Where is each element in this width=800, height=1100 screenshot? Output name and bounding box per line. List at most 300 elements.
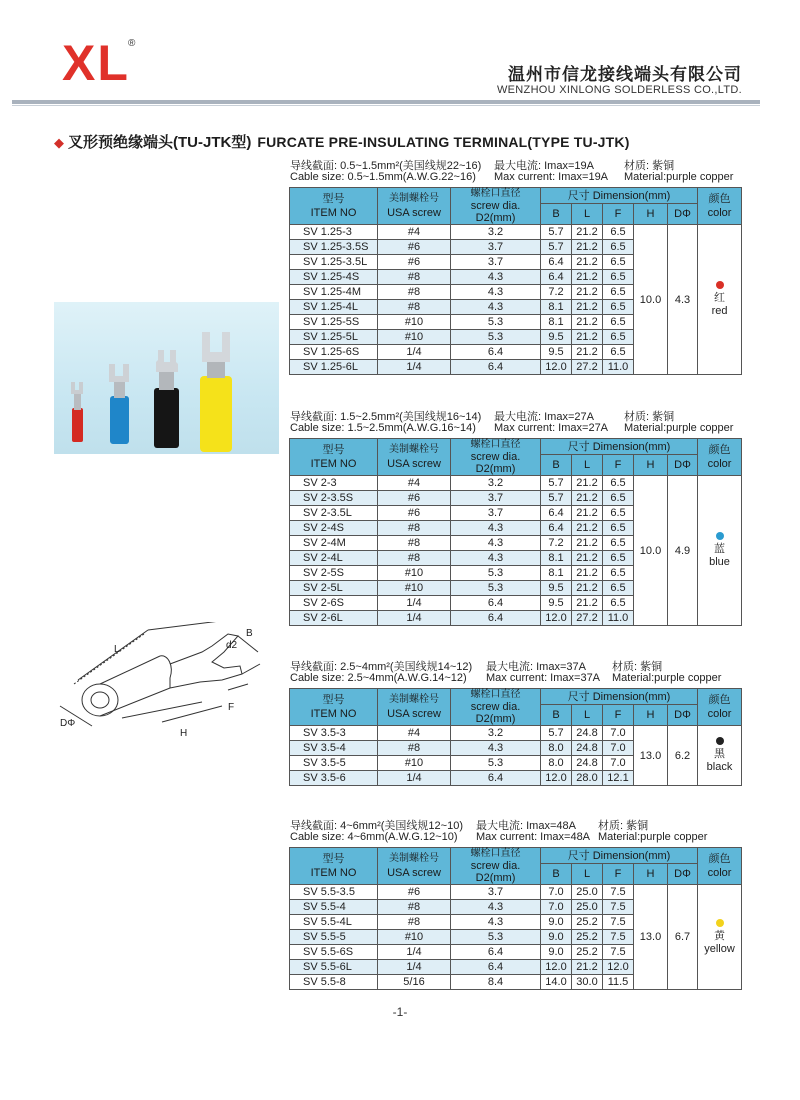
cell-usa-screw: #10 — [378, 566, 451, 581]
dimension-diagram — [52, 622, 280, 747]
header-screw-cn: 美制螺栓号 — [389, 193, 439, 204]
header-color — [698, 848, 742, 885]
cell-l: 24.8 — [572, 741, 603, 756]
cell-item-no: SV 1.25-4S — [290, 270, 378, 285]
spec-cable-cn: 导线截面: 4~6mm²(美国线规12~10) — [290, 820, 463, 832]
header-model-cn: 型号 — [322, 694, 345, 706]
cell-l: 25.2 — [572, 930, 603, 945]
header-screw-cn: 美制螺栓号 — [389, 853, 439, 864]
cell-d2: 5.3 — [451, 581, 541, 596]
spec-current-cn: 最大电流: Imax=48A — [476, 820, 576, 832]
cell-f: 11.0 — [603, 611, 634, 626]
cell-d2: 5.3 — [451, 330, 541, 345]
cell-b: 6.4 — [541, 270, 572, 285]
cell-f: 6.5 — [603, 596, 634, 611]
header-screw — [378, 689, 451, 726]
color-dot-icon — [716, 737, 724, 745]
cell-usa-screw: #6 — [378, 240, 451, 255]
header-screw-en: USA screw — [387, 207, 441, 219]
cell-usa-screw: #8 — [378, 900, 451, 915]
cell-item-no: SV 3.5-5 — [290, 756, 378, 771]
spec-material-en: Material:purple copper — [624, 171, 734, 183]
cell-usa-screw: 1/4 — [378, 960, 451, 975]
cell-d2: 6.4 — [451, 596, 541, 611]
header-h: H — [634, 455, 668, 476]
color-name-en: blue — [709, 556, 730, 568]
spec-current-en: Max current: Imax=48A — [476, 831, 591, 843]
cell-usa-screw: #8 — [378, 915, 451, 930]
cell-d2: 6.4 — [451, 345, 541, 360]
color-name-en: red — [711, 305, 728, 317]
header-l: L — [572, 705, 603, 726]
spec-current-cn: 最大电流: Imax=27A — [494, 411, 594, 423]
cell-f: 11.5 — [603, 975, 634, 990]
spec-table-2 — [289, 438, 742, 626]
header-d2 — [451, 188, 541, 225]
header-model-en: ITEM NO — [310, 207, 357, 219]
header-color — [698, 689, 742, 726]
label-b: B — [246, 628, 253, 639]
header-d2-en2: D2(mm) — [475, 713, 516, 725]
cell-f: 12.1 — [603, 771, 634, 786]
header-d2-en1: screw dia. — [470, 200, 521, 212]
header-d2 — [451, 689, 541, 726]
header-l: L — [572, 204, 603, 225]
header-color — [698, 188, 742, 225]
color-name-cn: 黄 — [714, 929, 726, 942]
cell-b: 9.5 — [541, 330, 572, 345]
cell-l: 25.2 — [572, 945, 603, 960]
cell-h: 13.0 — [634, 726, 668, 786]
cell-b: 12.0 — [541, 611, 572, 626]
cell-usa-screw: #10 — [378, 930, 451, 945]
header-color-en: color — [707, 708, 732, 720]
cell-b: 6.4 — [541, 506, 572, 521]
cell-d2: 4.3 — [451, 521, 541, 536]
cell-l: 21.2 — [572, 270, 603, 285]
cell-l: 21.2 — [572, 506, 603, 521]
cell-d2: 6.4 — [451, 945, 541, 960]
cell-f: 6.5 — [603, 476, 634, 491]
cell-item-no: SV 1.25-4L — [290, 300, 378, 315]
spec-material-cn: 材质: 紫铜 — [624, 160, 675, 172]
product-photo — [54, 302, 279, 454]
cell-f: 7.5 — [603, 900, 634, 915]
cell-d2: 3.2 — [451, 225, 541, 240]
label-dphi: DΦ — [60, 718, 76, 729]
header-color — [698, 439, 742, 476]
cell-usa-screw: #8 — [378, 270, 451, 285]
cell-item-no: SV 1.25-6S — [290, 345, 378, 360]
label-l: L — [114, 644, 120, 655]
cell-d2: 3.2 — [451, 726, 541, 741]
cell-b: 5.7 — [541, 491, 572, 506]
cell-f: 6.5 — [603, 255, 634, 270]
cell-b: 5.7 — [541, 225, 572, 240]
spec-current-en: Max current: Imax=37A — [486, 672, 601, 684]
cell-d2: 6.4 — [451, 360, 541, 375]
header-d2 — [451, 439, 541, 476]
cell-usa-screw: #4 — [378, 225, 451, 240]
header-d2-en2: D2(mm) — [475, 212, 516, 224]
cell-b: 9.5 — [541, 596, 572, 611]
cell-b: 9.5 — [541, 581, 572, 596]
cell-usa-screw: #8 — [378, 551, 451, 566]
cell-usa-screw: #8 — [378, 536, 451, 551]
header-h: H — [634, 705, 668, 726]
cell-l: 21.2 — [572, 491, 603, 506]
cell-item-no: SV 3.5-6 — [290, 771, 378, 786]
cell-d2: 5.3 — [451, 756, 541, 771]
cell-l: 30.0 — [572, 975, 603, 990]
color-name-cn: 黑 — [714, 748, 726, 760]
cell-usa-screw: #10 — [378, 581, 451, 596]
cell-l: 21.2 — [572, 596, 603, 611]
header-dimension: 尺寸 Dimension(mm) — [541, 689, 698, 705]
cell-b: 8.1 — [541, 551, 572, 566]
cell-b: 7.0 — [541, 900, 572, 915]
spec-current-en: Max current: Imax=19A — [494, 171, 609, 183]
header-color-cn: 颜色 — [708, 853, 731, 865]
color-dot-icon — [716, 919, 724, 927]
header-f: F — [603, 204, 634, 225]
header-d2-cn: 螺栓口直径 — [470, 188, 521, 199]
header-d2-cn: 螺栓口直径 — [470, 689, 521, 700]
cell-d2: 4.3 — [451, 551, 541, 566]
cell-f: 6.5 — [603, 270, 634, 285]
cell-l: 25.0 — [572, 900, 603, 915]
cell-f: 6.5 — [603, 345, 634, 360]
cell-f: 6.5 — [603, 330, 634, 345]
cell-b: 9.0 — [541, 945, 572, 960]
cell-l: 21.2 — [572, 240, 603, 255]
spec-current-en: Max current: Imax=27A — [494, 422, 609, 434]
cell-color — [698, 476, 742, 626]
cell-d2: 3.7 — [451, 491, 541, 506]
cell-item-no: SV 2-3 — [290, 476, 378, 491]
cell-b: 12.0 — [541, 771, 572, 786]
header-screw — [378, 848, 451, 885]
spec-material-cn: 材质: 紫铜 — [598, 820, 649, 832]
cell-l: 25.0 — [572, 885, 603, 900]
header-dimension: 尺寸 Dimension(mm) — [541, 439, 698, 455]
header-color-en: color — [707, 458, 732, 470]
cell-d2: 6.4 — [451, 960, 541, 975]
cell-usa-screw: 5/16 — [378, 975, 451, 990]
header-divider-thin — [12, 105, 760, 106]
cell-usa-screw: #8 — [378, 285, 451, 300]
header-model-cn: 型号 — [322, 853, 345, 865]
cell-item-no: SV 3.5-3 — [290, 726, 378, 741]
header-d2-en2: D2(mm) — [475, 463, 516, 475]
header-screw-cn: 美制螺栓号 — [389, 694, 439, 705]
cell-item-no: SV 1.25-3.5L — [290, 255, 378, 270]
header-d2-en1: screw dia. — [470, 451, 521, 463]
header-color-cn: 颜色 — [708, 694, 731, 706]
cell-usa-screw: 1/4 — [378, 360, 451, 375]
header-f: F — [603, 455, 634, 476]
spec-cable-en: Cable size: 4~6mm(A.W.G.12~10) — [290, 831, 458, 843]
header-model — [290, 188, 378, 225]
cell-item-no: SV 5.5-5 — [290, 930, 378, 945]
spec-cable-en: Cable size: 2.5~4mm(A.W.G.14~12) — [290, 672, 467, 684]
cell-d2: 5.3 — [451, 930, 541, 945]
cell-item-no: SV 3.5-4 — [290, 741, 378, 756]
cell-item-no: SV 2-3.5L — [290, 506, 378, 521]
header-color-en: color — [707, 867, 732, 879]
color-name-cn: 红 — [714, 292, 726, 304]
diamond-bullet-icon: ◆ — [54, 135, 64, 150]
cell-l: 24.8 — [572, 756, 603, 771]
cell-b: 5.7 — [541, 726, 572, 741]
cell-usa-screw: 1/4 — [378, 945, 451, 960]
cell-b: 14.0 — [541, 975, 572, 990]
cell-f: 6.5 — [603, 300, 634, 315]
spec-cable-cn: 导线截面: 0.5~1.5mm²(美国线规22~16) — [290, 160, 482, 172]
header-screw — [378, 188, 451, 225]
header-screw-en: USA screw — [387, 458, 441, 470]
cell-d2: 5.3 — [451, 566, 541, 581]
cell-d2: 3.7 — [451, 885, 541, 900]
cell-d2: 3.2 — [451, 476, 541, 491]
cell-l: 21.2 — [572, 960, 603, 975]
cell-b: 6.4 — [541, 255, 572, 270]
terminal-drawing — [52, 622, 280, 747]
header-model-en: ITEM NO — [310, 708, 357, 720]
cell-l: 24.8 — [572, 726, 603, 741]
header-b: B — [541, 864, 572, 885]
header-color-cn: 颜色 — [708, 193, 731, 205]
header-l: L — [572, 455, 603, 476]
cell-f: 6.5 — [603, 566, 634, 581]
cell-l: 21.2 — [572, 476, 603, 491]
cell-usa-screw: 1/4 — [378, 771, 451, 786]
cell-usa-screw: #10 — [378, 756, 451, 771]
cell-item-no: SV 5.5-4L — [290, 915, 378, 930]
cell-d2: 3.7 — [451, 240, 541, 255]
cell-dphi: 6.7 — [668, 885, 698, 990]
section-title-cn: 叉形预绝缘端头(TU-JTK型) — [68, 134, 252, 151]
cell-f: 6.5 — [603, 551, 634, 566]
cell-l: 21.2 — [572, 330, 603, 345]
header-b: B — [541, 204, 572, 225]
header-dphi: DΦ — [668, 864, 698, 885]
color-name-en: black — [706, 761, 733, 773]
cell-usa-screw: #4 — [378, 476, 451, 491]
cell-dphi: 6.2 — [668, 726, 698, 786]
cell-f: 7.0 — [603, 756, 634, 771]
company-logo: XL — [62, 35, 130, 91]
cell-f: 6.5 — [603, 225, 634, 240]
cell-l: 21.2 — [572, 300, 603, 315]
cell-item-no: SV 2-5L — [290, 581, 378, 596]
cell-f: 12.0 — [603, 960, 634, 975]
cell-l: 21.2 — [572, 225, 603, 240]
cell-d2: 6.4 — [451, 771, 541, 786]
header-model — [290, 439, 378, 476]
cell-item-no: SV 2-3.5S — [290, 491, 378, 506]
cell-f: 7.5 — [603, 915, 634, 930]
registered-mark: ® — [128, 38, 136, 49]
cell-item-no: SV 1.25-4M — [290, 285, 378, 300]
cell-item-no: SV 2-4M — [290, 536, 378, 551]
header-h: H — [634, 864, 668, 885]
cell-l: 21.2 — [572, 566, 603, 581]
cell-d2: 3.7 — [451, 255, 541, 270]
header-divider — [12, 100, 760, 104]
cell-usa-screw: #4 — [378, 726, 451, 741]
cell-b: 9.0 — [541, 915, 572, 930]
cell-usa-screw: #8 — [378, 300, 451, 315]
header-f: F — [603, 705, 634, 726]
company-name-en: WENZHOU XINLONG SOLDERLESS CO.,LTD. — [496, 84, 742, 96]
spec-material-en: Material:purple copper — [612, 672, 722, 684]
cell-item-no: SV 1.25-3.5S — [290, 240, 378, 255]
cell-usa-screw: #8 — [378, 521, 451, 536]
cell-d2: 4.3 — [451, 300, 541, 315]
cell-l: 21.2 — [572, 255, 603, 270]
cell-l: 21.2 — [572, 315, 603, 330]
cell-b: 8.1 — [541, 315, 572, 330]
cell-item-no: SV 1.25-5L — [290, 330, 378, 345]
cell-h: 10.0 — [634, 476, 668, 626]
cell-f: 11.0 — [603, 360, 634, 375]
cell-d2: 4.3 — [451, 741, 541, 756]
spec-table-3 — [289, 688, 742, 786]
cell-f: 6.5 — [603, 240, 634, 255]
header-h: H — [634, 204, 668, 225]
table-row — [290, 476, 742, 491]
spec-material-en: Material:purple copper — [624, 422, 734, 434]
cell-b: 7.2 — [541, 285, 572, 300]
section-title — [54, 131, 630, 152]
spec-current-cn: 最大电流: Imax=19A — [494, 160, 594, 172]
table-header-row — [290, 689, 742, 705]
header-model — [290, 848, 378, 885]
cell-b: 12.0 — [541, 360, 572, 375]
section-title-en: FURCATE PRE-INSULATING TERMINAL(TYPE TU-JTK) — [257, 134, 630, 150]
cell-b: 5.7 — [541, 476, 572, 491]
spec-cable-cn: 导线截面: 1.5~2.5mm²(美国线规16~14) — [290, 411, 482, 423]
header-dphi: DΦ — [668, 204, 698, 225]
cell-b: 8.1 — [541, 300, 572, 315]
cell-f: 6.5 — [603, 536, 634, 551]
cell-usa-screw: #6 — [378, 255, 451, 270]
cell-l: 21.2 — [572, 521, 603, 536]
header-l: L — [572, 864, 603, 885]
spec-table-4 — [289, 847, 742, 990]
spec-material-cn: 材质: 紫铜 — [612, 661, 663, 673]
cell-item-no: SV 2-4S — [290, 521, 378, 536]
table-row — [290, 225, 742, 240]
cell-color — [698, 885, 742, 990]
color-name-cn: 蓝 — [714, 543, 726, 555]
cell-item-no: SV 5.5-4 — [290, 900, 378, 915]
cell-usa-screw: #6 — [378, 506, 451, 521]
header-dphi: DΦ — [668, 455, 698, 476]
color-dot-icon — [716, 532, 724, 540]
header-screw-cn: 美制螺栓号 — [389, 444, 439, 455]
cell-d2: 4.3 — [451, 536, 541, 551]
cell-usa-screw: 1/4 — [378, 596, 451, 611]
cell-f: 6.5 — [603, 491, 634, 506]
cell-f: 7.0 — [603, 741, 634, 756]
header-d2-cn: 螺栓口直径 — [470, 439, 521, 450]
header-model-cn: 型号 — [322, 444, 345, 456]
cell-dphi: 4.3 — [668, 225, 698, 375]
cell-b: 9.0 — [541, 930, 572, 945]
cell-item-no: SV 1.25-3 — [290, 225, 378, 240]
cell-l: 21.2 — [572, 536, 603, 551]
terminals-photo-illustration — [54, 302, 279, 454]
spec-material-en: Material:purple copper — [598, 831, 708, 843]
header-model-cn: 型号 — [322, 193, 345, 205]
cell-usa-screw: #6 — [378, 491, 451, 506]
cell-l: 21.2 — [572, 551, 603, 566]
page-number: -1- — [392, 1005, 408, 1019]
header-f: F — [603, 864, 634, 885]
cell-l: 21.2 — [572, 581, 603, 596]
cell-item-no: SV 2-6S — [290, 596, 378, 611]
cell-item-no: SV 2-5S — [290, 566, 378, 581]
header-dimension: 尺寸 Dimension(mm) — [541, 188, 698, 204]
label-d2: d2 — [226, 640, 238, 651]
cell-d2: 4.3 — [451, 285, 541, 300]
cell-l: 21.2 — [572, 285, 603, 300]
table-header-row — [290, 848, 742, 864]
cell-l: 21.2 — [572, 345, 603, 360]
table-header-row — [290, 439, 742, 455]
cell-b: 8.1 — [541, 566, 572, 581]
cell-b: 8.0 — [541, 756, 572, 771]
spec-cable-en: Cable size: 1.5~2.5mm(A.W.G.16~14) — [290, 422, 476, 434]
spec-material-cn: 材质: 紫铜 — [624, 411, 675, 423]
header-d2-en1: screw dia. — [470, 701, 521, 713]
header-dphi: DΦ — [668, 705, 698, 726]
cell-b: 9.5 — [541, 345, 572, 360]
label-f: F — [228, 702, 235, 713]
spec-current-cn: 最大电流: Imax=37A — [486, 661, 586, 673]
cell-f: 6.5 — [603, 285, 634, 300]
cell-d2: 4.3 — [451, 915, 541, 930]
cell-d2: 6.4 — [451, 611, 541, 626]
cell-d2: 4.3 — [451, 900, 541, 915]
cell-color — [698, 225, 742, 375]
cell-b: 7.0 — [541, 885, 572, 900]
cell-f: 6.5 — [603, 521, 634, 536]
header-model-en: ITEM NO — [310, 867, 357, 879]
cell-usa-screw: #8 — [378, 741, 451, 756]
cell-item-no: SV 5.5-8 — [290, 975, 378, 990]
cell-f: 6.5 — [603, 581, 634, 596]
label-h: H — [180, 728, 188, 739]
cell-d2: 8.4 — [451, 975, 541, 990]
cell-d2: 5.3 — [451, 315, 541, 330]
cell-b: 12.0 — [541, 960, 572, 975]
header-dimension: 尺寸 Dimension(mm) — [541, 848, 698, 864]
cell-item-no: SV 5.5-3.5 — [290, 885, 378, 900]
spec-cable-en: Cable size: 0.5~1.5mm(A.W.G.22~16) — [290, 171, 476, 183]
cell-l: 27.2 — [572, 360, 603, 375]
cell-item-no: SV 1.25-6L — [290, 360, 378, 375]
spec-table-1 — [289, 187, 742, 375]
cell-item-no: SV 2-4L — [290, 551, 378, 566]
cell-l: 28.0 — [572, 771, 603, 786]
cell-b: 7.2 — [541, 536, 572, 551]
cell-h: 13.0 — [634, 885, 668, 990]
header-model-en: ITEM NO — [310, 458, 357, 470]
cell-f: 7.5 — [603, 945, 634, 960]
